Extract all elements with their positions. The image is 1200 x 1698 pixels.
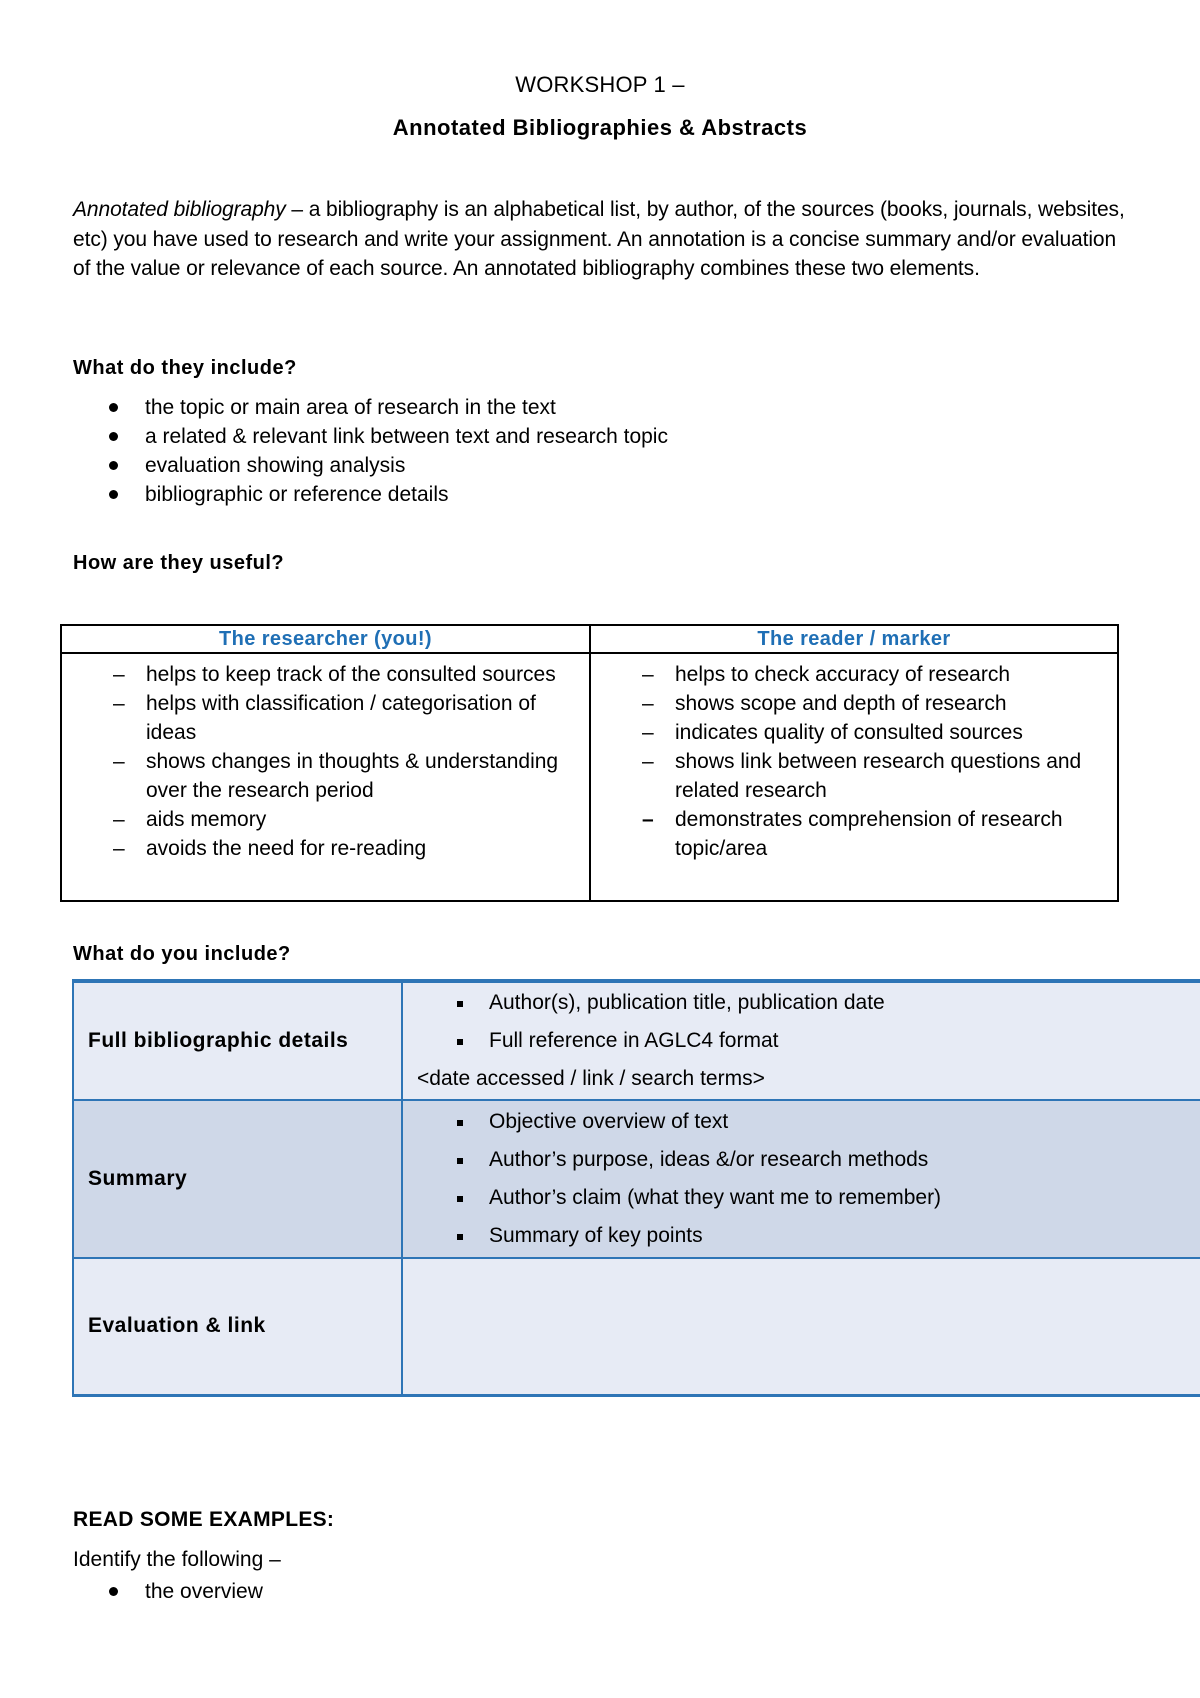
bibliographic-items: [417, 984, 1200, 1060]
what-do-they-include-heading: What do they include?: [73, 357, 297, 379]
table-row: [73, 981, 1200, 1100]
summary-items: [417, 1103, 1200, 1255]
list-item: – shows changes in thoughts & understanding over the research period: [62, 747, 589, 805]
list-item: – aids memory: [62, 805, 589, 834]
examples-bullet-list: [73, 1577, 263, 1606]
list-item: Full reference in AGLC4 format: [417, 1022, 1200, 1060]
list-item: Objective overview of text: [417, 1103, 1200, 1141]
researcher-benefits-list: [62, 654, 589, 863]
identify-lead: Identify the following –: [73, 1548, 281, 1571]
row-value-bibliographic: [402, 981, 1200, 1100]
what-do-you-include-heading: What do you include?: [73, 943, 291, 965]
row-value-evaluation: [402, 1258, 1200, 1395]
reader-column-header: The reader / marker: [590, 625, 1118, 653]
list-item: – shows link between research questions and related research: [591, 747, 1117, 805]
usefulness-table: [60, 624, 1119, 902]
row-label-bibliographic: Full bibliographic details: [73, 981, 402, 1100]
list-item: Author’s claim (what they want me to remember): [417, 1179, 1200, 1217]
row-label-summary: Summary: [73, 1100, 402, 1258]
intro-paragraph: [73, 195, 1133, 284]
row-label-evaluation: Evaluation & link: [73, 1258, 402, 1395]
researcher-column-header: The researcher (you!): [61, 625, 590, 653]
list-item: – indicates quality of consulted sources: [591, 718, 1117, 747]
date-accessed-note: <date accessed / link / search terms>: [417, 1067, 765, 1090]
list-item: Summary of key points: [417, 1217, 1200, 1255]
list-item: a related & relevant link between text and research topic: [73, 422, 668, 451]
list-item: the overview: [73, 1577, 263, 1606]
reader-benefits-list: [591, 654, 1117, 863]
annotation-components-table: [72, 979, 1200, 1397]
list-item: Author(s), publication title, publication date: [417, 984, 1200, 1022]
list-item: – helps to check accuracy of research: [591, 660, 1117, 689]
list-item: bibliographic or reference details: [73, 480, 668, 509]
table-row: [73, 1100, 1200, 1258]
include-bullet-list: [73, 393, 668, 509]
researcher-column: [61, 653, 590, 901]
list-item: – helps with classification / categorisation of ideas: [62, 689, 589, 747]
list-item: Author’s purpose, ideas &/or research methods: [417, 1141, 1200, 1179]
reader-column: [590, 653, 1118, 901]
intro-term: Annotated bibliography: [73, 198, 286, 221]
workshop-subtitle: Annotated Bibliographies & Abstracts: [392, 115, 808, 140]
examples-heading: READ SOME EXAMPLES:: [73, 1508, 335, 1531]
list-item: – avoids the need for re-reading: [62, 834, 589, 863]
intro-text: – a bibliography is an alphabetical list, by author, of the sources (books, journals, websites, etc) you have used to research and write your assignment. An annotation is a concise summary and/or evaluation of the value or relevance of each source. An annotated bibliography combines these two elements.: [73, 198, 1125, 280]
list-item: evaluation showing analysis: [73, 451, 668, 480]
list-item: – demonstrates comprehension of research topic/area: [591, 805, 1117, 863]
row-value-summary: [402, 1100, 1200, 1258]
list-item: – shows scope and depth of research: [591, 689, 1117, 718]
workshop-title: WORKSHOP 1 –: [515, 72, 685, 97]
how-are-they-useful-heading: How are they useful?: [73, 552, 285, 574]
list-item: the topic or main area of research in the text: [73, 393, 668, 422]
list-item: – helps to keep track of the consulted sources: [62, 660, 589, 689]
table-row: [73, 1258, 1200, 1395]
